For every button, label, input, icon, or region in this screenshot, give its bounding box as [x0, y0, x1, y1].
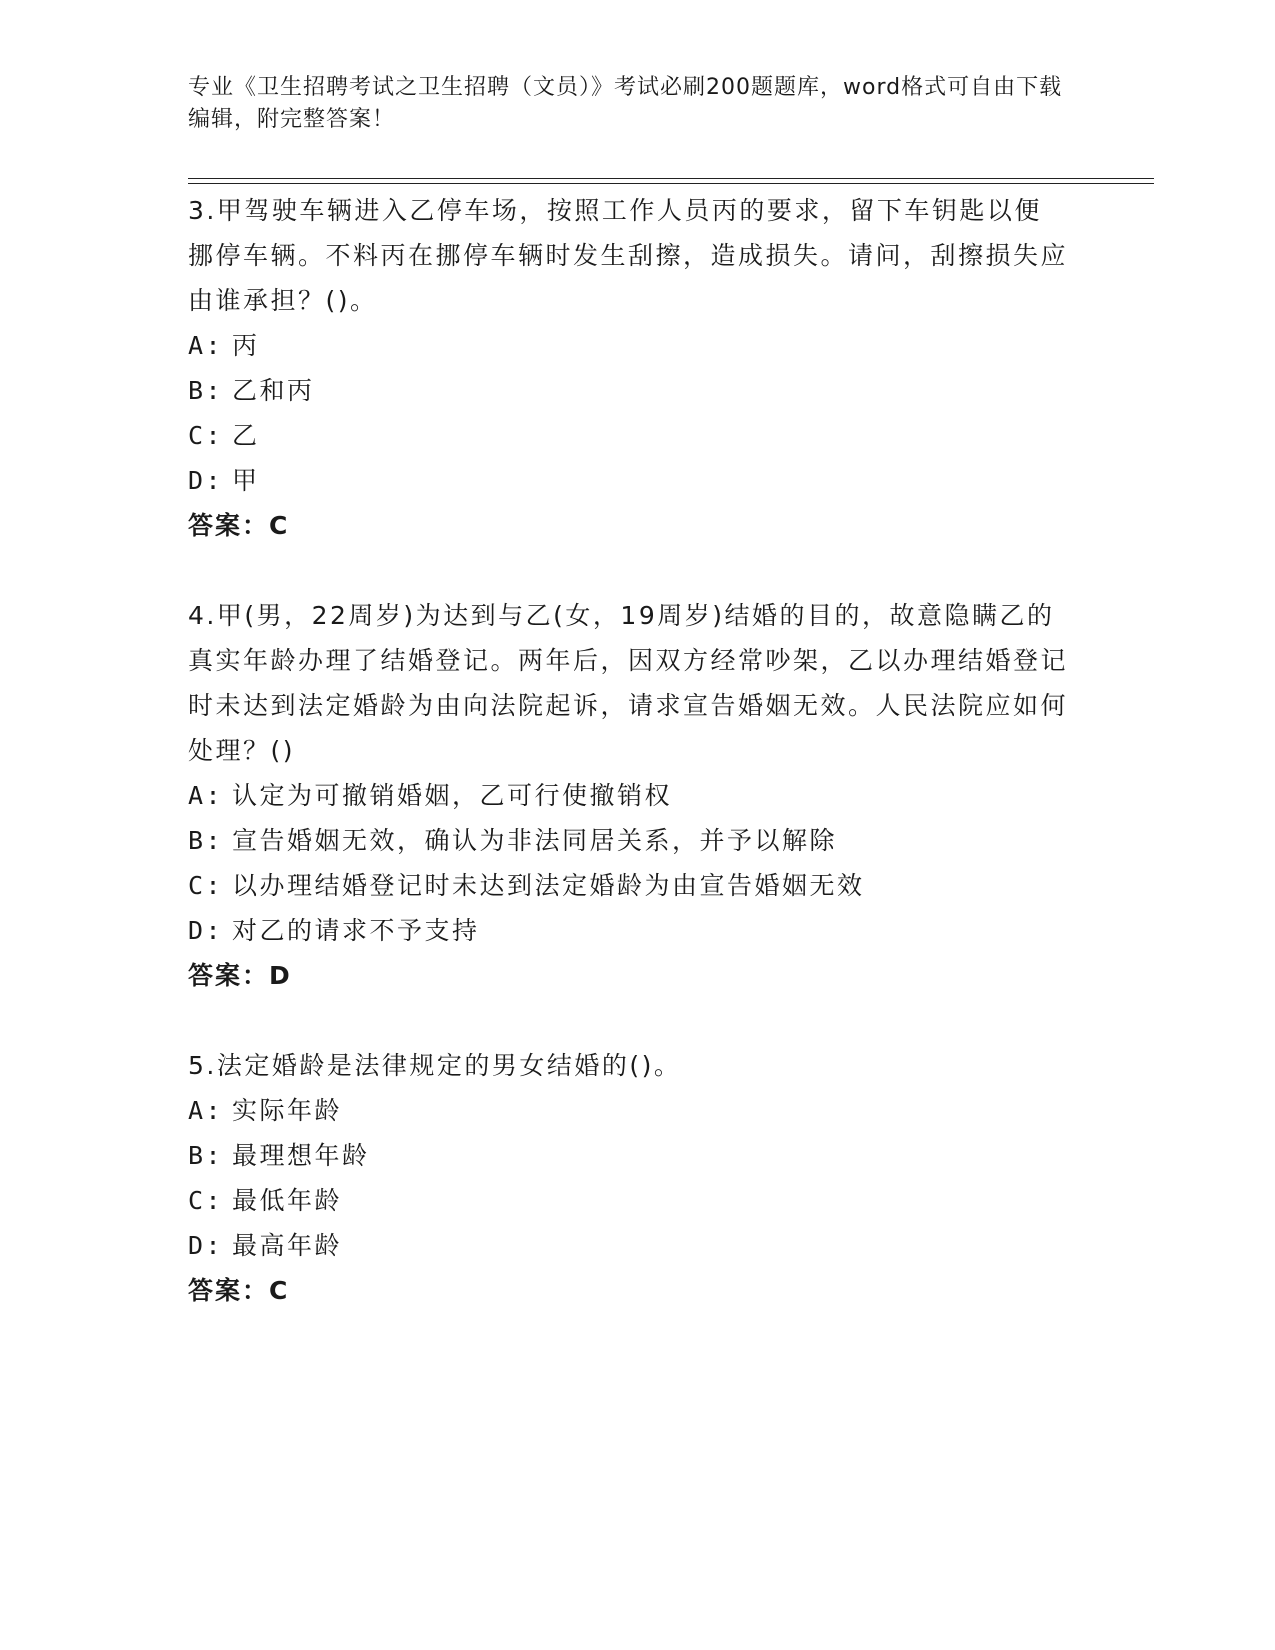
question-5 — [188, 1043, 1068, 1313]
option-key: B: — [188, 1141, 224, 1170]
option-text: 乙和丙 — [232, 376, 315, 405]
option-text: 甲 — [232, 466, 260, 495]
option-text: 认定为可撤销婚姻，乙可行使撤销权 — [232, 781, 673, 810]
option-key: C: — [188, 871, 224, 900]
option-key: B: — [188, 376, 224, 405]
option-key: A: — [188, 781, 224, 810]
option-text: 最理想年龄 — [232, 1141, 370, 1170]
option-key: D: — [188, 916, 224, 945]
option-d — [188, 458, 1068, 503]
option-text: 实际年龄 — [232, 1096, 343, 1125]
header-divider-bottom — [188, 183, 1154, 184]
option-key: A: — [188, 1096, 224, 1125]
question-stem: 4.甲(男，22周岁)为达到与乙(女，19周岁)结婚的目的，故意隐瞒乙的真实年龄办理了结婚登记。两年后，因双方经常吵架，乙以办理结婚登记时未达到法定婚龄为由向法院起诉，请求宣告婚姻无效。人民法院应如何处理？() — [188, 601, 1069, 765]
question-spacer — [188, 548, 1068, 593]
option-key: C: — [188, 421, 224, 450]
option-c — [188, 863, 1068, 908]
option-text: 最高年龄 — [232, 1231, 343, 1260]
answer-line: 答案：C — [188, 511, 290, 540]
question-4 — [188, 593, 1068, 998]
option-text: 对乙的请求不予支持 — [232, 916, 480, 945]
option-a — [188, 1088, 1068, 1133]
option-text: 丙 — [232, 331, 260, 360]
option-key: C: — [188, 1186, 224, 1215]
option-c — [188, 1178, 1068, 1223]
option-key: D: — [188, 466, 224, 495]
option-key: A: — [188, 331, 224, 360]
answer-line: 答案：D — [188, 961, 292, 990]
option-key: B: — [188, 826, 224, 855]
option-d — [188, 1223, 1068, 1268]
option-text: 最低年龄 — [232, 1186, 343, 1215]
option-c — [188, 413, 1068, 458]
option-text: 乙 — [232, 421, 260, 450]
question-list — [188, 188, 1068, 1313]
question-3 — [188, 188, 1068, 548]
option-b — [188, 818, 1068, 863]
option-a — [188, 773, 1068, 818]
question-stem: 5.法定婚龄是法律规定的男女结婚的()。 — [188, 1051, 682, 1080]
option-d — [188, 908, 1068, 953]
question-spacer — [188, 998, 1068, 1043]
option-text: 宣告婚姻无效，确认为非法同居关系，并予以解除 — [232, 826, 838, 855]
option-a — [188, 323, 1068, 368]
answer-line: 答案：C — [188, 1276, 290, 1305]
document-header: 专业《卫生招聘考试之卫生招聘（文员）》考试必刷200题题库，word格式可自由下载编辑，附完整答案！ — [188, 75, 1063, 132]
option-key: D: — [188, 1231, 224, 1260]
question-stem: 3.甲驾驶车辆进入乙停车场，按照工作人员丙的要求，留下车钥匙以便挪停车辆。不料丙在挪停车辆时发生刮擦，造成损失。请问，刮擦损失应由谁承担？()。 — [188, 196, 1069, 315]
option-text: 以办理结婚登记时未达到法定婚龄为由宣告婚姻无效 — [232, 871, 865, 900]
header-divider-top — [188, 178, 1154, 179]
option-b — [188, 368, 1068, 413]
option-b — [188, 1133, 1068, 1178]
